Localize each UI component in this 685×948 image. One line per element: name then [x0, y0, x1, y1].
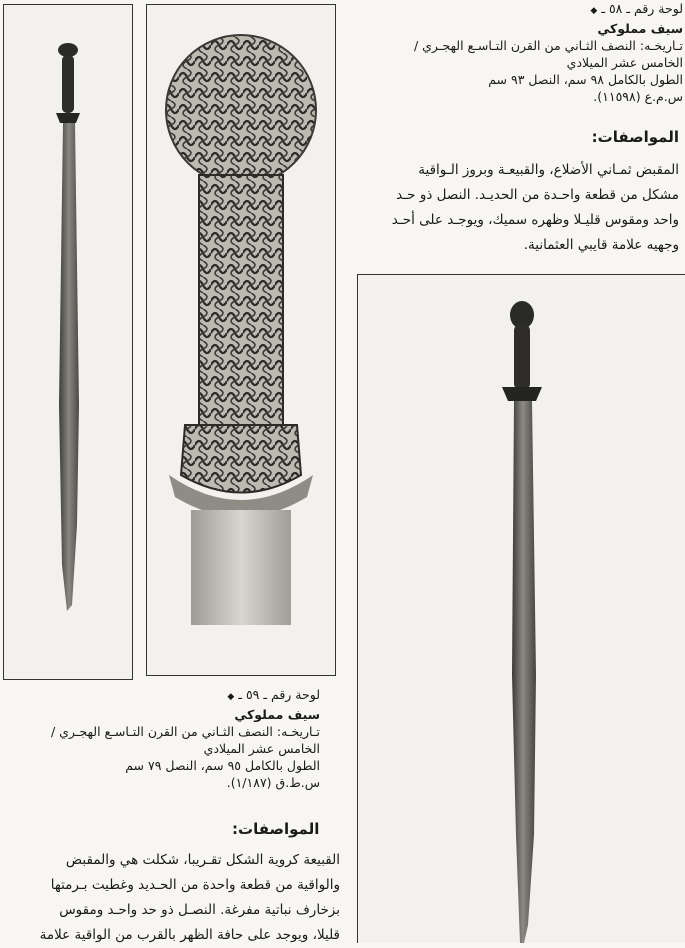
plate-58-specs-line: وجهيه علامة قايبي العثمانية. [523, 237, 679, 253]
sword-59-full-illustration [4, 5, 132, 679]
plate-58-title: سيف مملوكي [597, 21, 683, 36]
plate-58-date-line2: الخامس عشر الميلادي [566, 55, 683, 70]
plate-59-specs-line: بزخارف نباتية مفرغة. النصـل ذو حد واحـد ومقوس [59, 902, 340, 918]
plate-58-number-line [343, 0, 683, 20]
plate-58-specs-line: مشكل من قطعة واحـدة من الحديـد. النصل ذو حـد [396, 187, 679, 203]
plate-58-caption [343, 0, 683, 105]
plate-59-specs-line: القبيعة كروية الشكل تقـريبا، شكلت هي والمقبض [65, 852, 340, 868]
photo-sword-58-full [357, 274, 685, 943]
plate-59-specs [0, 848, 340, 948]
plate-58-specs [349, 158, 679, 258]
plate-59-specs-heading: المواصفات: [232, 820, 320, 838]
plate-59-specs-line: والواقية من قطعة واحدة من الحـديد وغطيت بـرمتها [50, 877, 340, 893]
plate-59-number-line [0, 686, 320, 706]
plate-59-specs-line: قليلا، ويوجد على حافة الظهر بالقرب من الواقية علامة [39, 927, 340, 943]
plate-59-title: سيف مملوكي [234, 707, 320, 722]
plate-59-number: لوحة رقم ـ ٥٩ ـ [238, 687, 320, 702]
plate-59-date-line2: الخامس عشر الميلادي [203, 741, 320, 756]
hilt-59-closeup-illustration [147, 5, 335, 675]
plate-58-specs-heading: المواصفات: [591, 128, 679, 146]
plate-58-length: الطول بالكامل ٩٨ سم، النصل ٩٣ سم [488, 72, 683, 87]
plate-58-date-line1: تـاريخـه: النصف الثـاني من القرن التـاسـع الهجـري / [413, 38, 683, 53]
sword-58-full-illustration [358, 275, 685, 943]
plate-59-date-line1: تـاريخـه: النصف الثـاني من القرن التـاسـع الهجـري / [50, 724, 320, 739]
photo-sword-59-full [3, 4, 133, 680]
plate-58-specs-line: المقبض ثمـاني الأضلاع، والقبيعـة وبروز الـواقية [418, 162, 679, 178]
plate-58-number: لوحة رقم ـ ٥٨ ـ [601, 1, 683, 16]
diamond-bullet-icon: ◆ [227, 692, 235, 702]
plate-59-length: الطول بالكامل ٩٥ سم، النصل ٧٩ سم [125, 758, 320, 773]
plate-58-specs-line: واحد ومقوس قليـلا وظهره سميك، ويوجـد على أحـد [391, 212, 679, 228]
diamond-bullet-icon: ◆ [590, 6, 598, 16]
plate-58-ref: س.م.ع (١١٥٩٨). [593, 89, 683, 104]
plate-59-ref: س.ط.ق (١/١٨٧). [226, 775, 320, 790]
photo-hilt-59-closeup [146, 4, 336, 676]
plate-59-caption [0, 686, 320, 791]
